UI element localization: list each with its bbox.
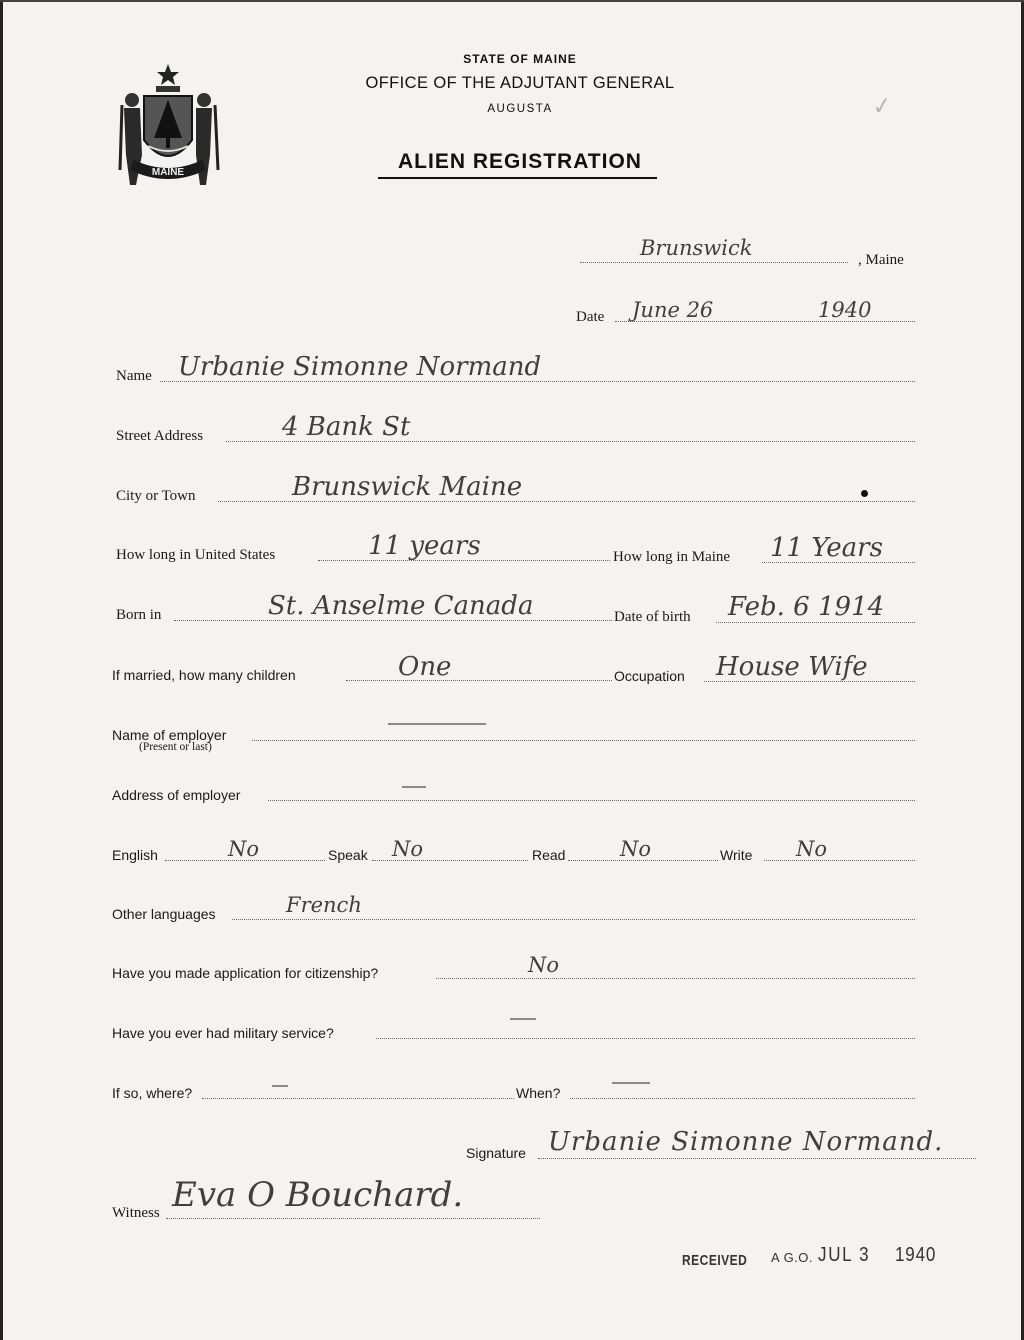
speak-value[interactable]: No [392, 837, 424, 861]
seal-banner-text: MAINE [151, 167, 185, 178]
witness-value[interactable]: Eva O Bouchard. [172, 1175, 464, 1215]
form-title: ALIEN REGISTRATION [398, 150, 642, 173]
occupation-label: Occupation [614, 668, 685, 684]
header-office: OFFICE OF THE ADJUTANT GENERAL [365, 74, 675, 92]
stamp-office: A G.O. [771, 1250, 814, 1265]
signature-value[interactable]: Urbanie Simonne Normand. [548, 1127, 944, 1157]
years-us-value[interactable]: 11 years [368, 531, 481, 561]
occupation-value[interactable]: House Wife [716, 652, 868, 682]
years-maine-label: How long in Maine [613, 549, 731, 565]
citizenship-line [436, 978, 915, 979]
when-dash [612, 1082, 650, 1084]
town-suffix: , Maine [858, 252, 904, 268]
town-value[interactable]: Brunswick [640, 236, 753, 260]
check-mark-icon: ✓ [870, 90, 894, 122]
military-line [376, 1038, 915, 1039]
stamp-year: 1940 [895, 1244, 937, 1266]
write-value[interactable]: No [796, 837, 828, 861]
speak-label: Speak [328, 847, 368, 863]
scan-edge-top [0, 0, 1024, 2]
other-languages-value[interactable]: French [286, 893, 362, 917]
english-label: English [112, 847, 158, 863]
dob-value[interactable]: Feb. 6 1914 [728, 592, 885, 622]
employer-sublabel: (Present or last) [139, 741, 212, 753]
name-label: Name [116, 368, 152, 384]
citizenship-value[interactable]: No [528, 953, 560, 977]
ink-dot [861, 490, 868, 497]
military-dash [510, 1018, 536, 1020]
where-label: If so, where? [112, 1085, 193, 1101]
signature-label: Signature [466, 1145, 526, 1161]
scan-edge-left [0, 0, 3, 1340]
citizenship-label: Have you made application for citizenship? [112, 965, 379, 981]
date-label: Date [576, 309, 605, 325]
when-label: When? [516, 1085, 561, 1101]
employer-address-line [268, 800, 915, 801]
read-label: Read [532, 847, 566, 863]
dob-line [716, 622, 915, 623]
where-dash [272, 1085, 288, 1087]
years-us-label: How long in United States [116, 547, 276, 563]
header-city: AUGUSTA [487, 103, 553, 115]
english-value[interactable]: No [228, 837, 260, 861]
dob-label: Date of birth [614, 609, 691, 625]
read-value[interactable]: No [620, 837, 652, 861]
children-line [346, 680, 612, 681]
name-value[interactable]: Urbanie Simonne Normand [178, 352, 542, 382]
stamp-received: RECEIVED [682, 1251, 748, 1269]
city-value[interactable]: Brunswick Maine [292, 472, 523, 502]
title-underline [378, 177, 657, 179]
employer-line [252, 740, 915, 741]
maine-seal-icon [112, 60, 224, 190]
children-value[interactable]: One [398, 652, 452, 682]
witness-label: Witness [112, 1205, 160, 1221]
when-line [570, 1098, 915, 1099]
witness-line [166, 1218, 540, 1219]
signature-line [538, 1158, 976, 1159]
years-maine-value[interactable]: 11 Years [770, 533, 883, 563]
where-line [202, 1098, 514, 1099]
street-value[interactable]: 4 Bank St [282, 412, 411, 442]
employer-label: Name of employer [112, 727, 227, 743]
header-state: STATE OF MAINE [463, 52, 577, 66]
date-month-day[interactable]: June 26 [632, 298, 714, 322]
date-year[interactable]: 1940 [818, 298, 872, 322]
city-label: City or Town [116, 488, 196, 504]
born-in-label: Born in [116, 607, 162, 623]
military-label: Have you ever had military service? [112, 1025, 334, 1041]
employer-address-dash [402, 786, 426, 788]
write-line [764, 860, 915, 861]
children-label: If married, how many children [112, 667, 296, 683]
write-label: Write [720, 847, 753, 863]
born-in-value[interactable]: St. Anselme Canada [268, 591, 534, 621]
employer-dash [388, 723, 486, 725]
stamp-date: JUL 3 [818, 1244, 871, 1266]
other-languages-label: Other languages [112, 906, 216, 922]
street-label: Street Address [116, 428, 204, 444]
employer-address-label: Address of employer [112, 787, 241, 803]
